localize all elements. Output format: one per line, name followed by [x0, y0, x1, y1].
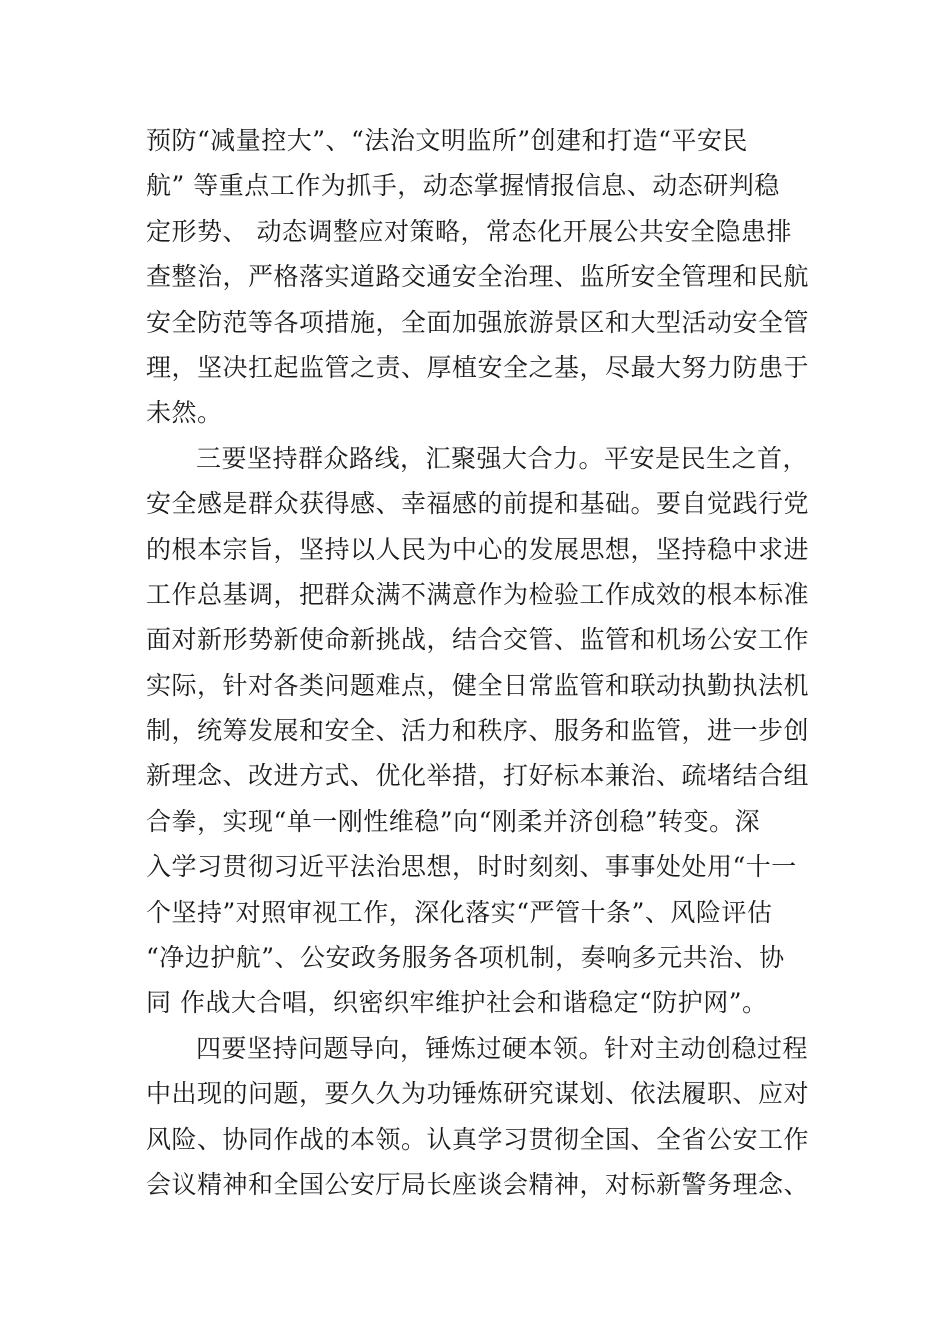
- document-body: [146, 118, 810, 1207]
- text-line: 定形势、 动态调整应对策略，常态化开展公共安全隐患排: [146, 216, 792, 246]
- text-line: 安全感是群众获得感、幸福感的前提和基础。要自觉践行党: [146, 489, 810, 519]
- text-line: 安全防范等各项措施，全面加强旅游景区和大型活动安全管: [146, 307, 810, 337]
- text-line: 面对新形势新使命新挑战，结合交管、监管和机场公安工作: [146, 625, 810, 655]
- text-line: 理，坚决扛起监管之责、厚植安全之基，尽最大努力防患于: [146, 352, 810, 382]
- text-line: 合拳，实现“单一刚性维稳”向“刚柔并济创稳”转变。深: [146, 806, 761, 836]
- text-line: 查整治，严格落实道路交通安全治理、监所安全管理和民航: [146, 262, 810, 292]
- text-line: 制，统筹发展和安全、活力和秩序、服务和监管，进一步创: [146, 716, 810, 746]
- text-line: 会议精神和全国公安厅局长座谈会精神，对标新警务理念、: [146, 1169, 810, 1199]
- text-line: 中出现的问题，要久久为功锤炼研究谋划、依法履职、应对: [146, 1079, 810, 1109]
- text-line: 入学习贯彻习近平法治思想，时时刻刻、事事处处用“十一: [146, 852, 797, 882]
- text-line: 个坚持”对照审视工作，深化落实“严管十条”、风险评估: [146, 897, 773, 927]
- text-line: “净边护航”、公安政务服务各项机制，奏响多元共治、协: [146, 943, 785, 973]
- text-line: 航” 等重点工作为抓手，动态掌握情报信息、动态研判稳: [146, 171, 780, 201]
- text-line: 新理念、改进方式、优化举措，打好标本兼治、疏堵结合组: [146, 761, 810, 791]
- text-line: 的根本宗旨，坚持以人民为中心的发展思想，坚持稳中求进: [146, 534, 810, 564]
- text-line: 实际，针对各类问题难点，健全日常监管和联动执勤执法机: [146, 670, 810, 700]
- text-line: 同 作战大合唱，织密织牢维护社会和谐稳定“防护网”。: [146, 988, 768, 1018]
- text-line: 工作总基调，把群众满不满意作为检验工作成效的根本标准: [146, 579, 810, 609]
- paragraph-start-line: 四要坚持问题导向，锤炼过硬本领。针对主动创稳过程: [196, 1033, 809, 1063]
- paragraph-start-line: 三要坚持群众路线，汇聚强大合力。平安是民生之首，: [196, 443, 809, 473]
- text-line: 未然。: [146, 398, 223, 428]
- text-line: 预防“减量控大”、“法治文明监所”创建和打造“平安民: [146, 126, 748, 155]
- text-line: 风险、协同作战的本领。认真学习贯彻全国、全省公安工作: [146, 1124, 810, 1154]
